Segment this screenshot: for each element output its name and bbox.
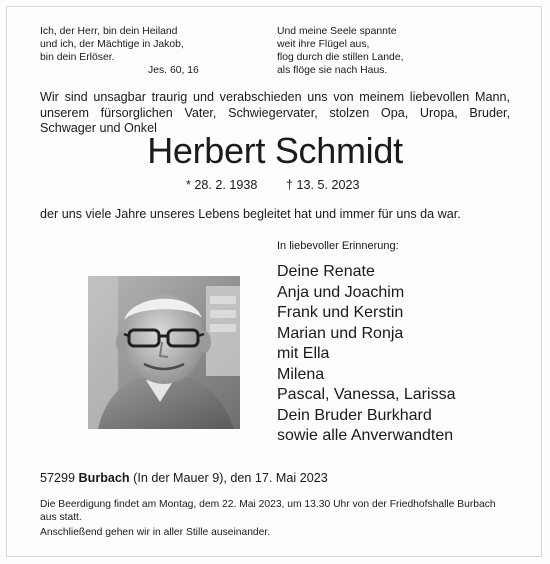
verse-reference: Jes. 60, 16 [148,65,199,76]
tribute-text: der uns viele Jahre unseres Lebens begleitet hat und immer für uns da war. [40,207,461,221]
mourner-entry: Marian und Ronja [277,324,404,342]
mourner-entry: Milena [277,365,325,383]
intro-text: Wir sind unsagbar traurig und verabschieden uns von meinem liebevollen Mann, unserem fürsorglichen Vater, Schwiegervater, stolzen Opa, Uropa, Bruder, Schwager und Onkel [40,90,510,135]
verse-line: flog durch die stillen Lande, [277,52,404,63]
deceased-name: Herbert Schmidt [147,130,403,171]
verse-line: Und meine Seele spannte [277,26,397,37]
verse-line: Ich, der Herr, bin dein Heiland [40,26,178,37]
mourners-list [277,262,517,447]
mourner-entry: Pascal, Vanessa, Larissa [277,386,456,403]
bible-verse [40,25,220,77]
mourner-entry: Dein Bruder Burkhard [277,406,432,424]
postcode: 57299 [40,471,76,485]
verse-line: als flöge sie nach Haus. [277,65,388,76]
verse-line: bin dein Erlöser. [40,52,115,63]
verse-line: weit ihre Flügel aus, [277,39,370,50]
mourner-entry: mit Ella [277,345,330,362]
mourner-entry: Frank und Kerstin [277,304,404,321]
mourner-entry: Anja und Joachim [277,283,405,301]
birth-date: * 28. 2. 1938 [186,178,258,192]
poem-verse [277,25,477,77]
town: Burbach [78,471,130,485]
portrait-photo [88,276,240,429]
funeral-note: Die Beerdigung findet am Montag, dem 22. Mai 2023, um 13.30 Uhr von der Friedhofshalle Burbach aus statt. [40,499,496,523]
verse-line: und ich, der Mächtige in Jakob, [40,39,184,50]
street-and-date: (In der Mauer 9), den 17. Mai 2023 [133,471,328,485]
death-date: † 13. 5. 2023 [286,178,360,192]
memory-heading: In liebevoller Erinnerung: [277,240,399,252]
portrait-image [88,276,240,429]
mourner-entry: sowie alle Anverwandten [277,427,454,444]
place-and-date [40,471,520,486]
closing-note: Anschließend gehen wir in aller Stille auseinander. [40,527,271,538]
mourner-entry: Deine Renate [277,263,375,280]
